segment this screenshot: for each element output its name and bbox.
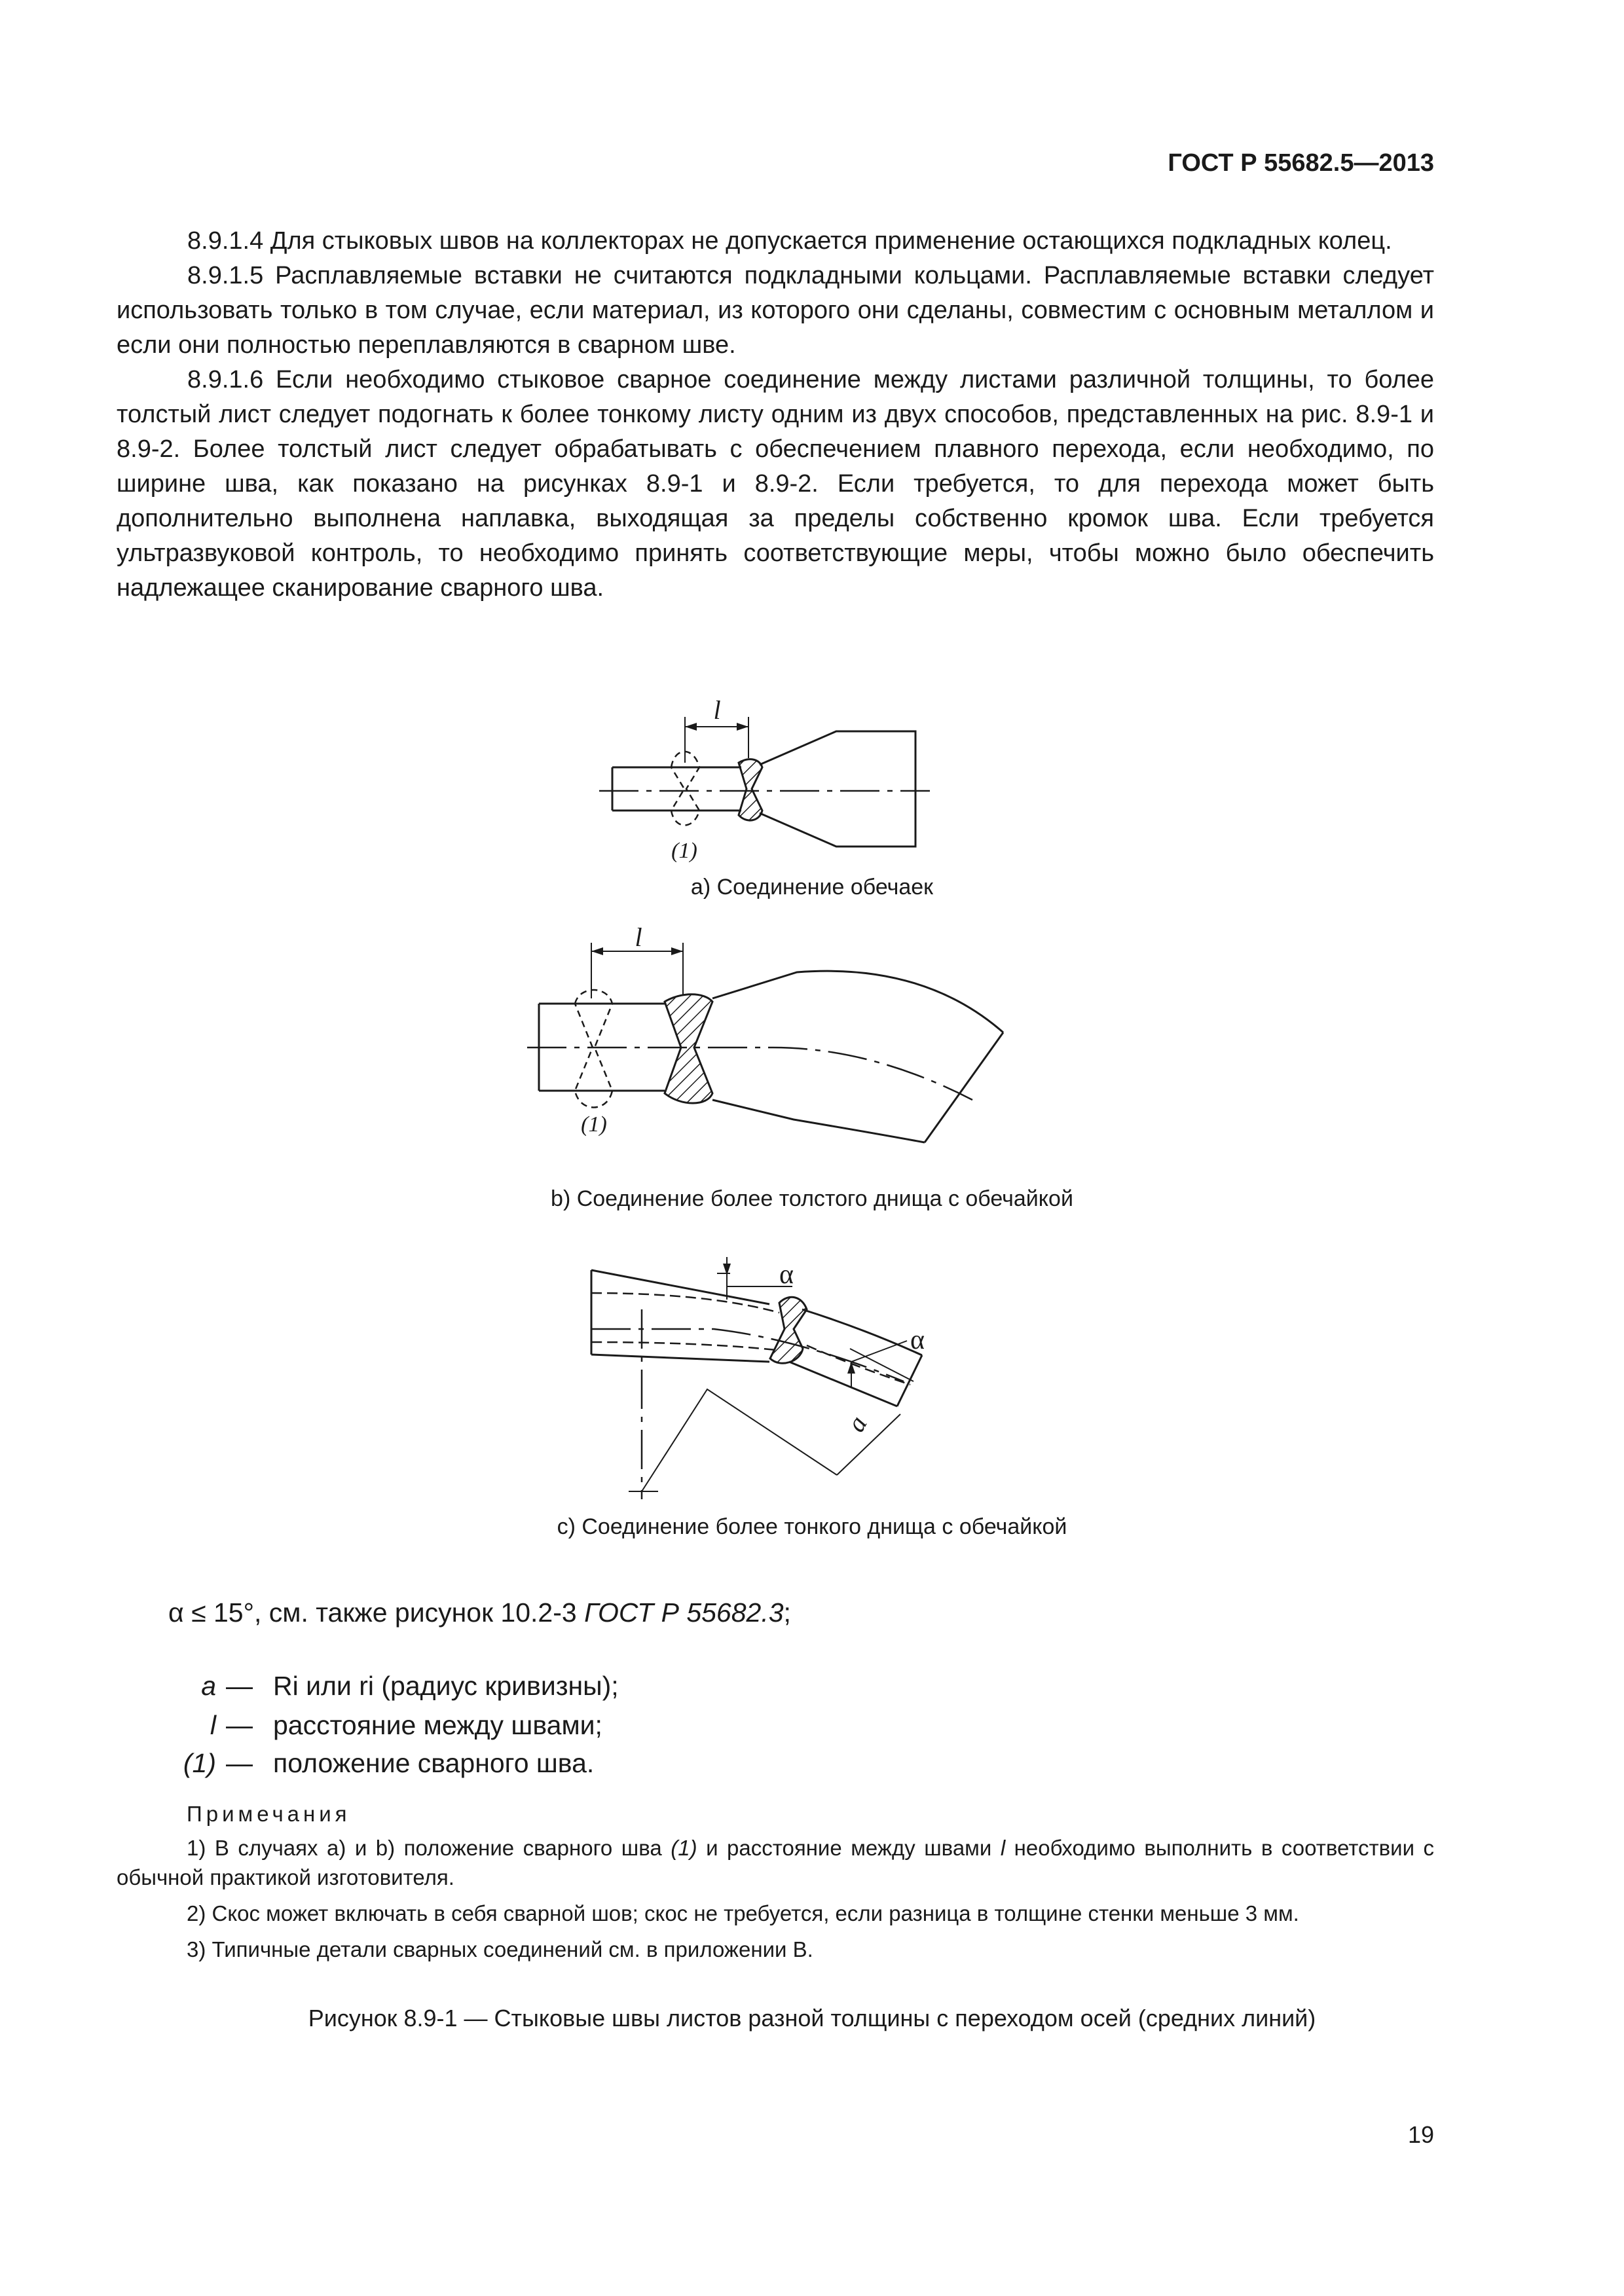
note-1: [117, 1833, 1434, 1892]
note-1-text-2: и расстояние между швами: [706, 1836, 992, 1860]
legend-term: l: [210, 1710, 216, 1740]
alpha-label-right: α: [910, 1325, 925, 1355]
dim-l-a: l: [713, 695, 721, 725]
legend-desc: расстояние между швами;: [273, 1710, 602, 1740]
legend-dash: —: [226, 1710, 253, 1740]
note-1-text-3: необходимо выполнить в соответствии с обычной практикой изготовителя.: [117, 1836, 1434, 1889]
caption-a: а) Соединение обечаек: [690, 875, 934, 900]
legend-term: a: [201, 1671, 216, 1701]
note-2-text: 2) Скос может включать в себя сварной шов; скос не требуется, если разница в толщине стенки меньше 3 мм.: [187, 1901, 1299, 1925]
page-number: 19: [1407, 2121, 1434, 2148]
legend-dash: —: [226, 1748, 253, 1778]
weld-position-b: (1): [581, 1112, 607, 1137]
note-1-l-ref: l: [1000, 1836, 1006, 1860]
paragraph-8-9-1-6: 8.9.1.6 Если необходимо стыковое сварное соединение между листами различной толщины, то более толстый лист следует подогнать к более тонкому листу одним из двух способов, представленных на рис. 8.9-1 и 8.9-2. Более толстый лист следует обрабатывать с обеспечением плавного перехода, если необходимо, по ширине шва, как показано на рисунках 8.9-1 и 8.9-2. Если требуется, то для перехода может быть дополнительно выполнена наплавка, выходящая за пределы собственно кромок шва. Если требуется ультразвуковой контроль, то необходимо принять соответствующие меры, чтобы можно было обеспечить надлежащее сканирование сварного шва.: [117, 366, 1434, 602]
figure-title: Рисунок 8.9-1 — Стыковые швы листов разной толщины с переходом осей (средних линий): [308, 2005, 1316, 2032]
caption-b: b) Соединение более толстого днища с обечайкой: [551, 1186, 1073, 1211]
caption-c: c) Соединение более тонкого днища с обечайкой: [557, 1514, 1067, 1539]
note-3-text: 3) Типичные детали сварных соединений см. в приложении В.: [187, 1937, 813, 1961]
radius-label: a: [840, 1410, 873, 1437]
paragraph-8-9-1-4: 8.9.1.4 Для стыковых швов на коллекторах не допускается применение остающихся подкладных колец.: [187, 227, 1392, 255]
legend-desc: Ri или ri (радиус кривизны);: [273, 1671, 619, 1701]
paragraph-8-9-1-5: 8.9.1.5 Расплавляемые вставки не считаются подкладными кольцами. Расплавляемые вставки следует использовать только в том случае, если материал, из которого они сделаны, совместим с основным металлом и если они полностью переплавляются в сварном шве.: [117, 262, 1434, 359]
document-code-header: ГОСТ Р 55682.5—2013: [1168, 149, 1434, 177]
drawing-a: [599, 717, 930, 847]
note-3: [117, 1935, 1434, 1964]
alpha-label-top: α: [779, 1260, 794, 1290]
alpha-note: [168, 1597, 791, 1628]
alpha-note-ref: ГОСТ Р 55682.3: [584, 1597, 784, 1628]
note-1-text: 1) В случаях а) и b) положение сварного шва: [187, 1836, 662, 1860]
alpha-note-tail: ;: [783, 1597, 791, 1628]
note-1-weld-ref: (1): [671, 1836, 697, 1860]
alpha-note-text: α ≤ 15°, см. также рисунок 10.2-3: [168, 1597, 577, 1628]
legend-dash: —: [226, 1671, 253, 1701]
note-2: [117, 1899, 1434, 1928]
dim-l-b: l: [635, 922, 642, 952]
notes-title: Примечания: [187, 1802, 351, 1826]
legend-term: (1): [183, 1748, 216, 1778]
legend-desc: положение сварного шва.: [273, 1748, 595, 1778]
weld-position-a: (1): [671, 839, 697, 863]
drawing-c: [591, 1257, 922, 1499]
